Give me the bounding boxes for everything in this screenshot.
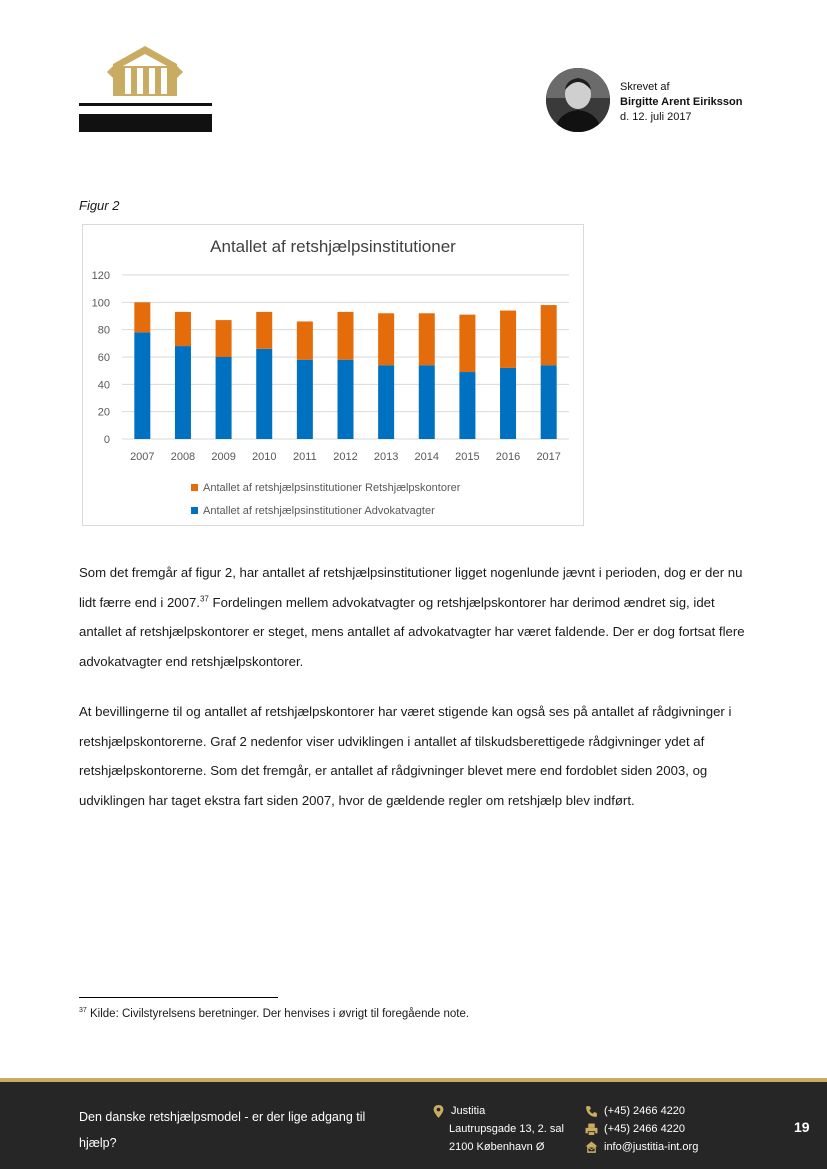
bar-retshjaelpskontorer [419,313,435,365]
legend-label: Antallet af retshjælpsinstitutioner Advokatvagter [203,504,435,517]
paragraph-2: At bevillingerne til og antallet af retshjælpskontorer har været stigende kan også ses på antallet af rådgivninger i retshjælpskontorerne. Graf 2 nedenfor viser udviklingen i antallet af tilskudsberettigede rådgivninger ydet af retshjælpskontorerne. Som det fremgår, er antallet af rådgivninger blevet mere end fordoblet siden 2003, og udviklingen har taget ekstra fart siden 2007, hvor de gældende regler om retshjælp blev indført. [79,704,732,808]
legend-label: Antallet af retshjælpsinstitutioner Retshjælpskontorer [203,481,461,494]
footer-email-line [585,1138,698,1156]
footer-org: Justitia [451,1105,486,1117]
x-tick-label: 2009 [211,451,236,463]
bar-retshjaelpskontorer [541,305,557,365]
bar-retshjaelpskontorer [338,312,354,360]
footer-phone[interactable]: (+45) 2466 4220 [604,1105,686,1117]
x-tick-label: 2013 [373,451,399,463]
bar-advokatvagter [297,360,313,439]
y-tick-label: 0 [103,434,110,446]
figure-caption: Figur 2 [79,198,120,213]
bar-advokatvagter [338,360,354,439]
bar-advokatvagter [216,357,232,439]
footer-fax: (+45) 2466 4220 [604,1123,686,1135]
footnote-text: Kilde: Civilstyrelsens beretninger. Der henvises i øvrigt til foregående note. [86,1007,470,1020]
y-tick-label: 60 [97,352,110,364]
bar-retshjaelpskontorer [175,312,191,346]
footer-document-title: Den danske retshjælpsmodel - er der lige adgang til hjælp? [79,1110,366,1150]
paragraph-1-text-a: Som det fremgår af figur 2, har antallet af retshjælpsinstitutioner ligget nogenlunde jævnt i perioden, dog er der nu lidt færre end i 2007. [79,565,743,610]
legend-item-advokatvagter [191,499,460,522]
bar-retshjaelpskontorer [256,312,272,349]
bar-advokatvagter [378,365,394,439]
page-footer [0,1078,827,1169]
bar-retshjaelpskontorer [216,320,232,357]
footer-contact [585,1102,698,1156]
x-tick-label: 2017 [536,451,561,463]
logo-rule [79,103,212,106]
x-tick-label: 2012 [333,451,358,463]
footer-street: Lautrupsgade 13, 2. sal [449,1123,564,1135]
paragraph-1 [79,558,759,676]
y-tick-label: 20 [97,406,110,419]
y-tick-label: 100 [91,297,110,310]
legend-swatch-orange [191,484,198,491]
author-photo-icon [546,68,610,132]
logo-wordmark-redacted [79,114,212,132]
footer-email[interactable]: info@justitia-int.org [604,1141,699,1153]
bar-retshjaelpskontorer [500,311,516,368]
bar-advokatvagter [175,346,191,439]
fax-icon [585,1123,598,1136]
bar-advokatvagter [500,368,516,439]
author-label: Skrevet af [620,81,670,93]
x-tick-label: 2014 [414,451,440,463]
footer-org-line [432,1102,564,1120]
footnote-ref[interactable]: 37 [199,594,209,604]
y-tick-label: 40 [97,379,110,392]
bar-retshjaelpskontorer [297,321,313,359]
pillars-logo-icon [107,44,183,100]
x-tick-label: 2016 [495,451,521,463]
footnote [79,1007,469,1020]
bar-advokatvagter [541,365,557,439]
justitia-logo [79,44,212,136]
bar-retshjaelpskontorer [134,302,150,332]
footnote-rule [79,997,278,998]
bar-retshjaelpskontorer [459,315,475,372]
bar-advokatvagter [134,332,150,439]
footer-phone-line [585,1102,698,1120]
author-date: d. 12. juli 2017 [620,111,692,123]
footer-fax-line [585,1120,698,1138]
footer-address [432,1102,564,1156]
legend-item-retshjaelpskontorer [191,476,460,499]
x-tick-label: 2008 [170,451,196,463]
email-house-icon [585,1141,598,1154]
footnote-number: 37 [79,1007,87,1014]
bar-advokatvagter [459,372,475,439]
author-info [620,80,780,125]
bar-chart [82,224,584,526]
paragraph-1-text-b: Fordelingen mellem advokatvagter og retshjælpskontorer har derimod ændret sig, idet antallet af retshjælpskontorer er steget, mens antallet af advokatvagter har været faldende. Der er dog fortsat flere advokatvagter end retshjælpskontorer. [79,594,745,669]
bar-retshjaelpskontorer [378,313,394,365]
chart-legend [191,476,460,522]
page-number: 19 [794,1119,810,1135]
author-avatar [546,68,610,132]
location-pin-icon [432,1105,445,1118]
footer-gold-rule [0,1078,827,1082]
y-tick-label: 120 [91,270,110,282]
x-tick-label: 2007 [130,451,155,463]
x-tick-label: 2011 [293,451,317,463]
x-tick-label: 2010 [251,451,277,463]
bar-advokatvagter [419,365,435,439]
x-tick-label: 2015 [455,451,480,463]
author-name: Birgitte Arent Eiriksson [620,96,743,108]
phone-icon [585,1105,598,1118]
footer-city: 2100 København Ø [449,1141,545,1153]
y-tick-label: 80 [97,324,110,337]
chart-title: Antallet af retshjælpsinstitutioner [210,237,456,256]
bar-advokatvagter [256,349,272,439]
legend-swatch-blue [191,507,198,514]
